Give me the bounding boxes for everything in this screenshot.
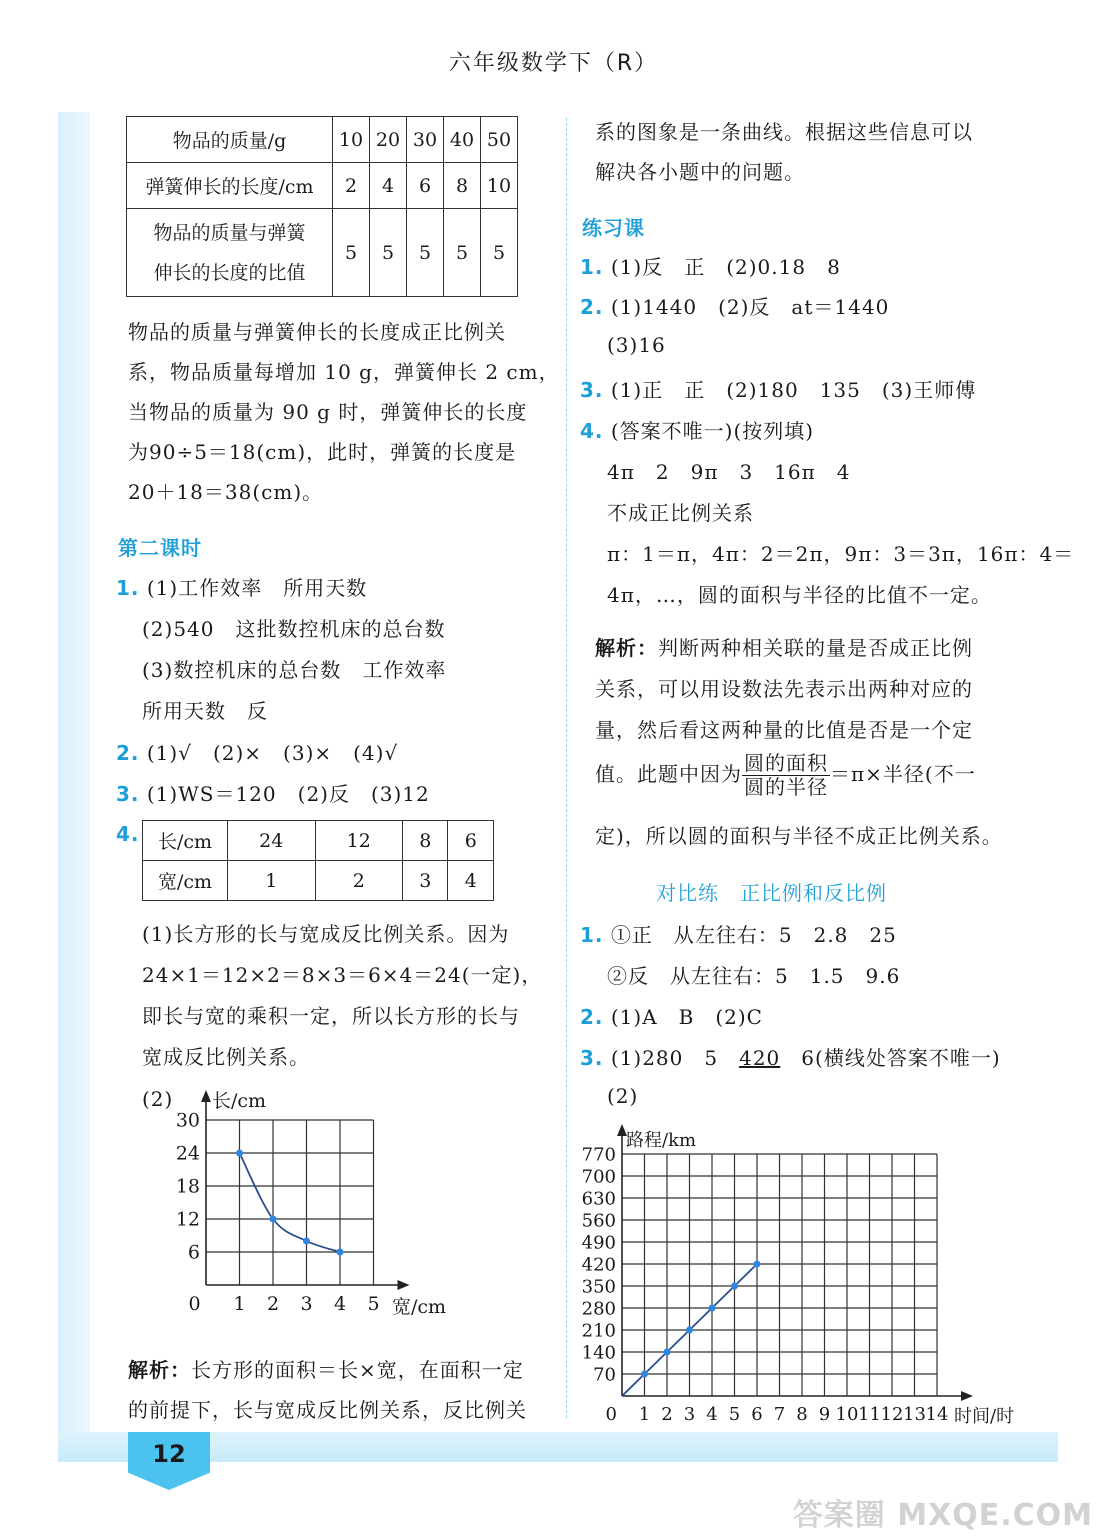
x-axis-arrow-icon: [961, 1391, 973, 1401]
underlined-answer: 420: [739, 1046, 781, 1070]
analysis-label: 解析：: [128, 1358, 191, 1382]
paragraph-line: 物品的质量与弹簧伸长的长度成正比例关: [128, 320, 506, 344]
page-number: 12: [152, 1440, 186, 1468]
column-divider: [566, 118, 567, 1418]
data-point: [337, 1249, 344, 1256]
data-point: [731, 1283, 738, 1290]
question-3: [116, 778, 430, 807]
table-cell: 5: [407, 209, 444, 297]
compare-2: [580, 1001, 763, 1030]
question-number: 4.: [116, 822, 140, 846]
y-tick-label: 560: [581, 1210, 616, 1232]
x-tick-label: 4: [706, 1404, 718, 1425]
question-number: 1.: [580, 255, 604, 279]
y-tick-label: 420: [581, 1254, 616, 1276]
question-number: 3.: [116, 782, 140, 806]
table-cell: 长/cm: [143, 821, 228, 861]
x-tick-label: 2: [661, 1404, 673, 1425]
question-2: [116, 737, 398, 766]
paragraph-line: 系，物品质量每增加 10 g，弹簧伸长 2 cm，: [128, 360, 560, 384]
x-axis-label: 宽/cm: [392, 1296, 447, 1318]
y-tick-label: 700: [581, 1166, 616, 1188]
answer-text: (1)WS＝120 (2)反 (3)12: [146, 782, 430, 806]
analysis-line: 定)，所以圆的面积与半径不成正比例关系。: [595, 824, 1003, 848]
practice-3: [580, 374, 976, 403]
table-row: [127, 163, 518, 209]
x-tick-label: 5: [367, 1293, 380, 1315]
table-row: [127, 209, 518, 297]
practice-1: [580, 251, 841, 280]
mass-spring-table: [126, 116, 518, 297]
question-number: 1.: [580, 923, 604, 947]
compare-3: [580, 1042, 1001, 1071]
x-tick-label: 6: [751, 1404, 763, 1425]
answer-line: (1)长方形的长与宽成反比例关系。因为: [142, 922, 510, 946]
x-tick-label: 3: [683, 1404, 696, 1425]
analysis-text: 长方形的面积＝长×宽，在面积一定: [191, 1358, 524, 1382]
data-point: [709, 1305, 716, 1312]
table-cell: 2: [315, 861, 403, 901]
y-tick-label: 70: [593, 1364, 616, 1386]
table-cell: 4: [448, 861, 494, 901]
analysis-line: [595, 752, 976, 799]
x-tick-label: 8: [796, 1404, 808, 1425]
y-tick-label: 12: [175, 1208, 200, 1231]
analysis-text: ＝π×半径(不一: [830, 762, 976, 786]
y-axis-label: 路程/km: [626, 1130, 697, 1151]
page-header: 六年级数学下（R）: [448, 51, 659, 76]
x-tick-label: 9: [818, 1404, 831, 1425]
table-cell: 5: [333, 209, 370, 297]
analysis-line: 的前提下，长与宽成反比例关系，反比例关: [128, 1398, 527, 1422]
paragraph-line: 系的图象是一条曲线。根据这些信息可以: [595, 120, 973, 144]
data-point: [303, 1238, 310, 1245]
analysis-line: 关系，可以用设数法先表示出两种对应的: [595, 677, 973, 701]
y-tick-label: 24: [175, 1142, 200, 1165]
answer-line: π：1＝π，4π：2＝2π，9π：3＝3π，16π：4＝: [607, 542, 1075, 566]
table-cell: 2: [333, 163, 370, 209]
answer-text: 6(横线处答案不唯一): [780, 1046, 1001, 1070]
table-cell: 50: [481, 117, 518, 163]
cell-line: 物品的质量与弹簧: [153, 221, 306, 244]
question-number: 2.: [580, 295, 604, 319]
answer-text: (1)反 正 (2)0.18 8: [610, 255, 841, 279]
table-cell: 1: [228, 861, 316, 901]
x-tick-label: 13: [903, 1404, 926, 1425]
y-tick-label: 280: [581, 1298, 616, 1320]
paragraph-line: 解决各小题中的问题。: [595, 160, 805, 184]
table-row: [143, 861, 494, 901]
answer-line: 宽成反比例关系。: [142, 1045, 310, 1069]
table-cell: 40: [444, 117, 481, 163]
x-tick-label: 1: [233, 1293, 246, 1315]
answer-line: 4π，…，圆的面积与半径的比值不一定。: [607, 583, 992, 607]
x-tick-label: 14: [925, 1404, 949, 1425]
paragraph-line: 为90÷5＝18(cm)，此时，弹簧的长度是: [128, 440, 517, 464]
table-cell: 3: [403, 861, 448, 901]
answer-line: (2)540 这批数控机床的总台数: [142, 617, 446, 641]
y-tick-label: 140: [581, 1342, 616, 1364]
x-tick-label: 0: [188, 1293, 201, 1315]
table-row: [127, 117, 518, 163]
answer-line: 即长与宽的乘积一定，所以长方形的长与: [142, 1004, 520, 1028]
data-point: [664, 1349, 671, 1356]
fraction-numerator: 圆的面积: [744, 751, 828, 775]
analysis-text: 判断两种相关联的量是否成正比例: [658, 636, 973, 660]
fraction-denominator: 圆的半径: [744, 775, 828, 799]
table-cell: 物品的质量/g: [127, 117, 333, 163]
x-tick-label: 3: [300, 1293, 313, 1315]
data-point: [270, 1216, 277, 1223]
section-title: 练习课: [582, 216, 645, 240]
x-tick-label: 4: [333, 1293, 347, 1315]
length-width-chart: [160, 1085, 460, 1325]
table-cell: [127, 209, 333, 297]
watermark-logo: 答案圈 MXQE.COM: [792, 1498, 1093, 1533]
question-number: 1.: [116, 576, 140, 600]
table-cell: 8: [403, 821, 448, 861]
table-cell: 6: [407, 163, 444, 209]
cell-line: 伸长的长度的比值: [153, 261, 306, 284]
table-cell: 24: [228, 821, 316, 861]
table-cell: 20: [370, 117, 407, 163]
data-point: [686, 1327, 693, 1334]
table-cell: 10: [481, 163, 518, 209]
y-tick-label: 210: [581, 1320, 616, 1342]
analysis-line: [128, 1354, 524, 1383]
fraction: [742, 752, 830, 799]
x-axis-arrow-icon: [398, 1280, 410, 1290]
x-tick-label: 7: [773, 1404, 786, 1425]
question-number: 3.: [580, 1046, 604, 1070]
table-cell: 8: [444, 163, 481, 209]
distance-time-chart: [570, 1120, 1040, 1430]
x-tick-label: 5: [728, 1404, 741, 1425]
table-cell: 10: [333, 117, 370, 163]
answer-text: (答案不唯一)(按列填): [610, 419, 815, 443]
answer-text: (1)280 5: [610, 1046, 740, 1070]
part-label: (2): [607, 1084, 639, 1108]
paragraph-line: 当物品的质量为 90 g 时，弹簧伸长的长度: [128, 400, 528, 424]
answer-line: 所用天数 反: [142, 699, 268, 723]
table-cell: 30: [407, 117, 444, 163]
answer-line: (3)数控机床的总台数 工作效率: [142, 658, 447, 682]
table-cell: 宽/cm: [143, 861, 228, 901]
paragraph-line: 20＋18＝38(cm)。: [128, 480, 324, 504]
x-axis-label: 时间/时: [954, 1406, 1015, 1427]
answer-text: (1)A B (2)C: [610, 1005, 763, 1029]
answer-line: 24×1＝12×2＝8×3＝6×4＝24(一定)，: [142, 963, 543, 987]
table-row: [143, 821, 494, 861]
y-axis-arrow-icon: [201, 1090, 211, 1102]
table-cell: 5: [370, 209, 407, 297]
table-cell: 5: [481, 209, 518, 297]
part-label: (2): [142, 1087, 174, 1111]
question-number: 4.: [580, 419, 604, 443]
compare-1: [580, 919, 897, 948]
table-cell: 12: [315, 821, 403, 861]
answer-line: 4π 2 9π 3 16π 4: [607, 460, 851, 484]
y-tick-label: 18: [175, 1175, 200, 1198]
practice-2: [580, 291, 889, 320]
answer-text: (1)1440 (2)反 at＝1440: [610, 295, 890, 319]
answer-line: 不成正比例关系: [607, 501, 754, 525]
question-number: 2.: [116, 741, 140, 765]
section-title: 第二课时: [118, 536, 202, 560]
y-axis-label: 长/cm: [212, 1090, 267, 1112]
table-cell: 6: [448, 821, 494, 861]
table-cell: 弹簧伸长的长度/cm: [127, 163, 333, 209]
analysis-line: 量，然后看这两种量的比值是否是一个定: [595, 718, 973, 742]
analysis-line: [595, 632, 973, 661]
analysis-text: 值。此题中因为: [595, 762, 742, 786]
question-number: 3.: [580, 378, 604, 402]
y-tick-label: 350: [581, 1276, 616, 1298]
x-tick-label: 12: [880, 1404, 904, 1425]
data-point: [236, 1150, 243, 1157]
y-tick-label: 770: [581, 1144, 616, 1166]
answer-line: (3)16: [607, 333, 666, 357]
x-tick-label: 11: [858, 1404, 881, 1425]
question-number: 2.: [580, 1005, 604, 1029]
x-tick-label: 2: [266, 1293, 280, 1315]
answer-text: (1)工作效率 所用天数: [146, 576, 368, 600]
series-line: [240, 1153, 341, 1252]
x-tick-label: 0: [605, 1404, 617, 1425]
answer-text: ①正 从左往右：5 2.8 25: [610, 923, 897, 947]
y-tick-label: 6: [187, 1241, 200, 1264]
data-point: [754, 1261, 761, 1268]
y-tick-label: 30: [175, 1109, 200, 1132]
left-decor-band: [58, 112, 90, 1444]
x-tick-label: 1: [638, 1404, 651, 1425]
answer-text: (1)√ (2)× (3)× (4)√: [146, 741, 399, 765]
answer-text: (1)正 正 (2)180 135 (3)王师傅: [610, 378, 977, 402]
compare-title: 对比练 正比例和反比例: [656, 881, 887, 905]
x-tick-label: 10: [835, 1404, 859, 1425]
table-cell: 4: [370, 163, 407, 209]
y-tick-label: 630: [581, 1188, 616, 1210]
question-1: [116, 572, 367, 601]
answer-line: ②反 从左往右：5 1.5 9.6: [607, 964, 901, 988]
analysis-label: 解析：: [595, 636, 658, 660]
table-cell: 5: [444, 209, 481, 297]
practice-4: [580, 415, 814, 444]
y-tick-label: 490: [581, 1232, 616, 1254]
length-width-table: [142, 820, 494, 901]
data-point: [641, 1371, 648, 1378]
